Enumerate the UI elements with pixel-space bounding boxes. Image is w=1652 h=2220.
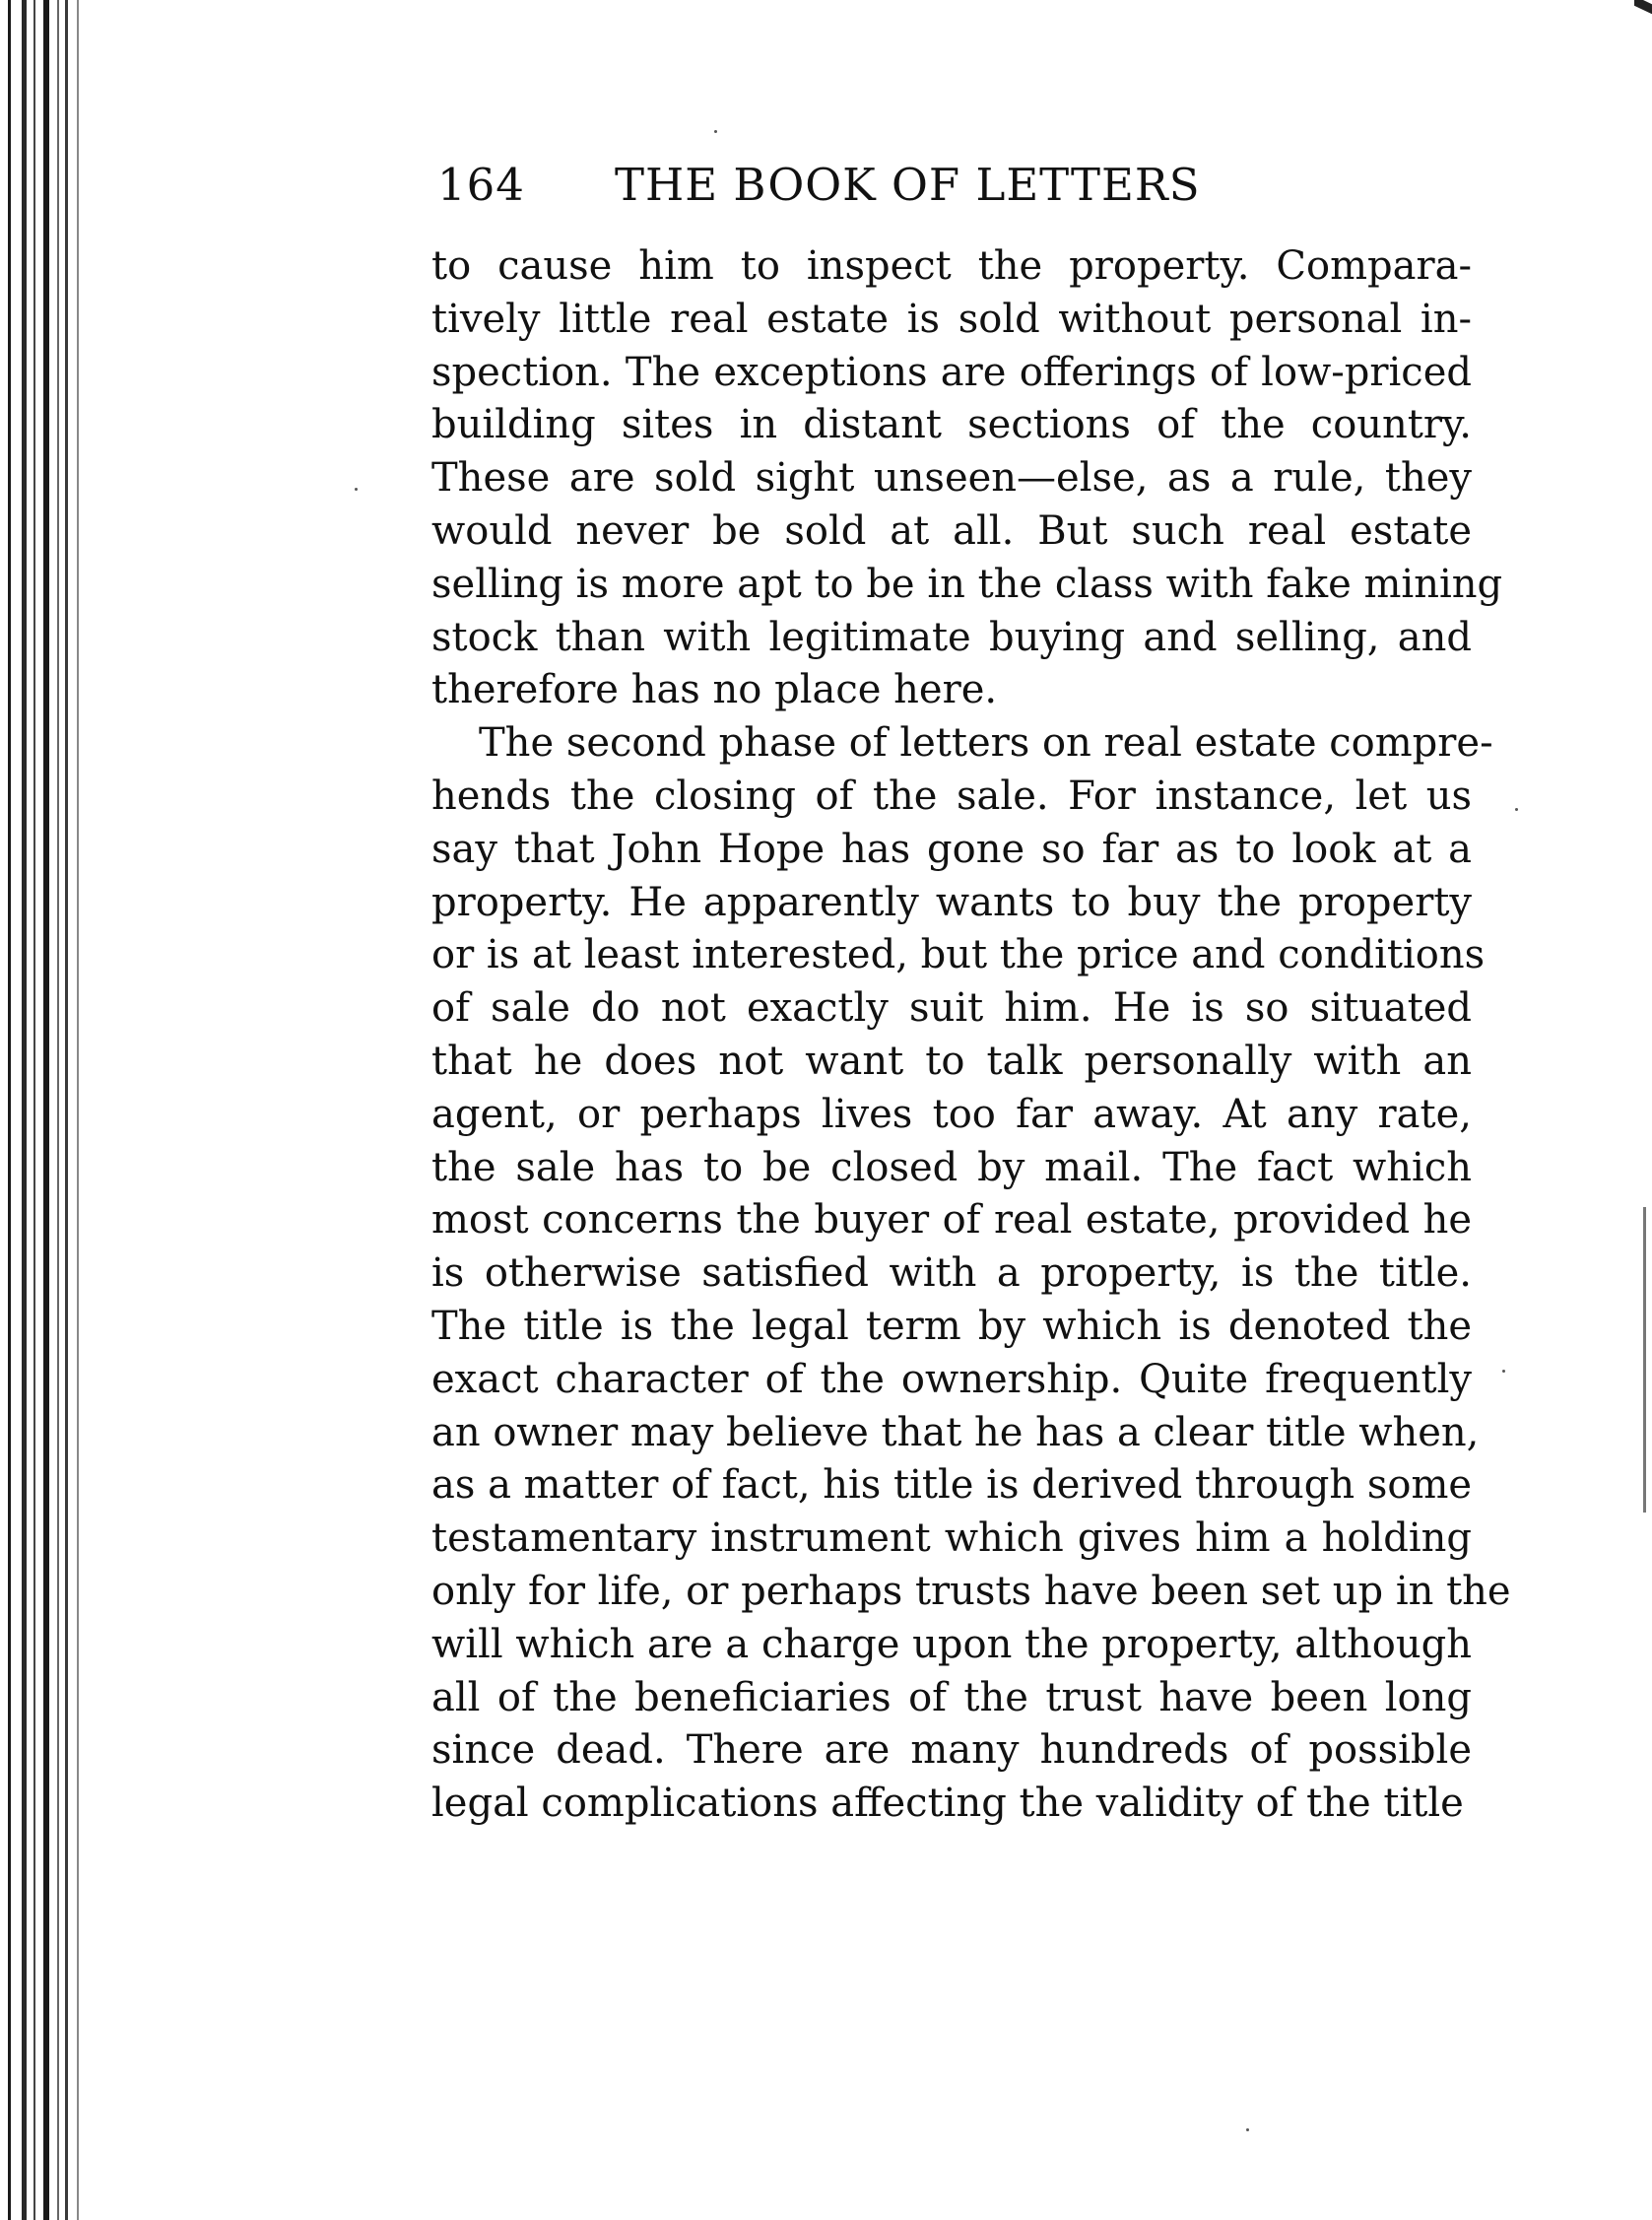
text-line: These are sold sight unseen—else, as a rule, they	[431, 455, 1472, 502]
text-line: as a matter of fact, his title is derived through some	[431, 1462, 1473, 1509]
text-line: The second phase of letters on real estate compre-	[479, 720, 1493, 767]
scan-speck	[355, 488, 358, 491]
text-line: all of the beneficiaries of the trust have been long	[431, 1674, 1472, 1720]
text-line: spection. The exceptions are offerings of low-priced	[431, 349, 1472, 395]
text-line: an owner may believe that he has a clear title when,	[431, 1409, 1480, 1455]
text-line: The title is the legal term by which is denoted the	[431, 1303, 1472, 1349]
scan-corner-mark	[1634, 0, 1652, 14]
text-line: only for life, or perhaps trusts have been set up in the	[431, 1568, 1511, 1614]
text-line: stock than with legitimate buying and selling, and	[431, 614, 1472, 660]
text-line: tively little real estate is sold without personal in-	[431, 296, 1472, 342]
text-line: the sale has to be closed by mail. The fact which	[431, 1144, 1472, 1190]
scan-speck	[1246, 2128, 1249, 2131]
text-line: hends the closing of the sale. For instance, let us	[431, 773, 1472, 819]
text-line: testamentary instrument which gives him a holding	[431, 1515, 1472, 1562]
text-line: selling is more apt to be in the class with fake mining	[431, 561, 1503, 607]
text-line: will which are a charge upon the property, although	[431, 1621, 1472, 1667]
text-line: to cause him to inspect the property. Compara-	[431, 243, 1472, 289]
text-line: most concerns the buyer of real estate, provided he	[431, 1197, 1472, 1244]
scan-speck	[714, 130, 717, 133]
text-line: or is at least interested, but the price and conditions	[431, 932, 1486, 978]
scan-speck	[1502, 1370, 1505, 1373]
scanned-binding-edge	[0, 0, 94, 2220]
text-line: agent, or perhaps lives too far away. At any rate,	[431, 1091, 1472, 1137]
scan-speck	[1515, 808, 1518, 811]
running-title: THE BOOK OF LETTERS	[615, 159, 1201, 211]
page-header	[437, 156, 1255, 215]
text-line: that he does not want to talk personally with an	[431, 1038, 1472, 1084]
text-line: since dead. There are many hundreds of possible	[431, 1727, 1472, 1774]
text-line: exact character of the ownership. Quite frequently	[431, 1356, 1472, 1402]
paragraph	[431, 717, 1511, 1831]
text-line: would never be sold at all. But such real estate	[431, 507, 1472, 554]
scan-edge-mark	[1643, 1207, 1646, 1513]
text-line: property. He apparently wants to buy the property	[431, 879, 1472, 925]
text-line: legal complications affecting the validity of the title	[431, 1781, 1464, 1827]
body-text	[431, 240, 1511, 1831]
text-line: say that John Hope has gone so far as to look at a	[431, 826, 1472, 872]
paragraph	[431, 240, 1503, 717]
page-number: 164	[437, 159, 525, 211]
text-line: is otherwise satisfied with a property, is the title.	[431, 1250, 1472, 1297]
text-line: therefore has no place here.	[431, 667, 998, 713]
text-line: building sites in distant sections of the country.	[431, 402, 1472, 448]
text-line: of sale do not exactly suit him. He is so situated	[431, 985, 1472, 1032]
